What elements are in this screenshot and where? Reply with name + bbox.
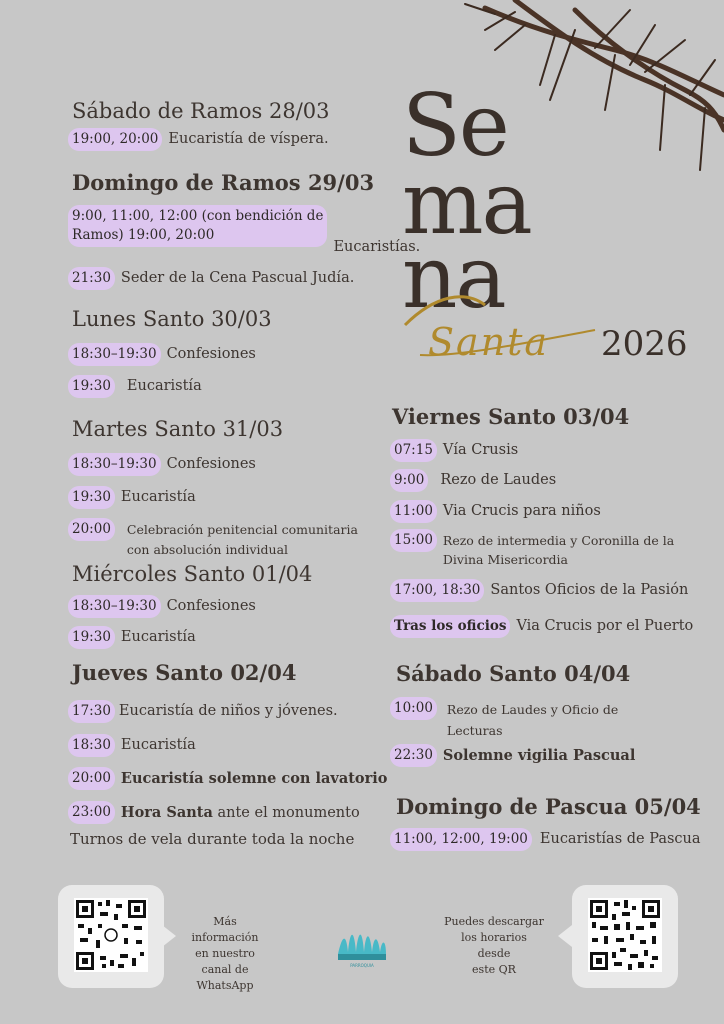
- svg-text:PARROQUIA: PARROQUIA: [350, 963, 374, 968]
- time-pill: 9:00: [390, 469, 428, 492]
- whatsapp-info-text: Más información en nuestro canal de WhatsApp: [191, 915, 259, 992]
- time-pill: 11:00, 12:00, 19:00: [390, 828, 532, 851]
- heading-viernes: Viernes Santo 03/04: [392, 404, 630, 429]
- time-pill: 15:00: [390, 529, 437, 552]
- heading-jueves: Jueves Santo 02/04: [72, 660, 297, 685]
- time-pill: 18:30–19:30: [68, 343, 161, 366]
- download-info-text: Puedes descargar los horarios desde este QR: [444, 915, 544, 976]
- list-item: 07:15 Vía Crusis: [390, 439, 518, 462]
- bubble-tail: [162, 925, 176, 947]
- time-pill: 21:30: [68, 267, 115, 290]
- list-item: 11:00 Via Crucis para niños: [390, 500, 601, 523]
- list-item: 18:30–19:30 Confesiones: [68, 453, 256, 476]
- time-pill: 10:00: [390, 697, 437, 720]
- time-pill: 11:00: [390, 500, 437, 523]
- list-item: 17:00, 18:30 Santos Oficios de la Pasión: [390, 579, 688, 602]
- heading-lunes: Lunes Santo 30/03: [72, 307, 272, 331]
- time-pill: 07:15: [390, 439, 437, 462]
- time-pill: 23:00: [68, 801, 115, 824]
- list-item: 20:00 Celebración penitencial comunitaria con absolución individual: [68, 518, 358, 560]
- heading-domingo-ramos: Domingo de Ramos 29/03: [72, 170, 375, 195]
- list-item: 23:00 Hora Santa ante el monumento: [68, 801, 360, 824]
- list-item: 10:00 Rezo de Laudes y Oficio de Lecturas: [390, 697, 618, 741]
- list-item: 15:00 Rezo de intermedia y Coronilla de la Divina Misericordia: [390, 529, 674, 569]
- parish-logo: [334, 926, 390, 968]
- list-item: 9:00 Rezo de Laudes: [390, 469, 556, 492]
- time-pill: 18:30–19:30: [68, 453, 161, 476]
- list-item: 19:30 Eucaristía: [68, 375, 202, 398]
- time-pill: 19:30: [68, 375, 115, 398]
- title-se: Se: [402, 76, 508, 176]
- list-item: 18:30–19:30 Confesiones: [68, 343, 256, 366]
- list-item: 20:00 Eucaristía solemne con lavatorio: [68, 767, 387, 790]
- list-item: 19:30 Eucaristía: [68, 626, 196, 649]
- time-pill: 20:00: [68, 518, 115, 541]
- download-qr-code[interactable]: [588, 898, 662, 972]
- time-pill: 20:00: [68, 767, 115, 790]
- time-pill: 19:00, 20:00: [68, 128, 162, 151]
- note-turnos: Turnos de vela durante toda la noche: [70, 830, 355, 848]
- list-item: 17:30 Eucaristía de niños y jóvenes.: [68, 700, 338, 723]
- time-pill: 17:30: [68, 700, 115, 723]
- time-pill: 17:00, 18:30: [390, 579, 484, 602]
- list-item: 18:30–19:30 Confesiones: [68, 595, 256, 618]
- heading-sabado-santo: Sábado Santo 04/04: [396, 661, 631, 686]
- time-pill: 19:30: [68, 486, 115, 509]
- heading-sabado-ramos: Sábado de Ramos 28/03: [72, 99, 330, 123]
- heading-domingo-pascua: Domingo de Pascua 05/04: [396, 794, 701, 819]
- list-item: 18:30 Eucaristía: [68, 734, 196, 757]
- list-item: 22:30 Solemne vigilia Pascual: [390, 744, 635, 767]
- title-year: 2026: [601, 324, 688, 364]
- list-item: Tras los oficios Via Crucis por el Puerto: [390, 615, 693, 638]
- list-item: 19:00, 20:00 Eucaristía de víspera.: [68, 128, 329, 151]
- time-pill: 18:30: [68, 734, 115, 757]
- heading-martes: Martes Santo 31/03: [72, 417, 284, 441]
- list-item: 9:00, 11:00, 12:00 (con bendición de Ramos) 19:00, 20:00 Eucaristías.: [68, 205, 420, 247]
- whatsapp-qr-code[interactable]: [74, 898, 148, 972]
- list-item: 21:30 Seder de la Cena Pascual Judía.: [68, 267, 354, 290]
- list-item: 11:00, 12:00, 19:00 Eucaristías de Pascua: [390, 828, 701, 851]
- title-santa: Santa: [428, 320, 550, 364]
- time-pill: Tras los oficios: [390, 615, 510, 638]
- title-ma: ma: [402, 154, 531, 254]
- time-pill: 9:00, 11:00, 12:00 (con bendición de Ramos) 19:00, 20:00: [68, 205, 327, 247]
- heading-miercoles: Miércoles Santo 01/04: [72, 562, 313, 586]
- time-pill: 19:30: [68, 626, 115, 649]
- bubble-tail: [558, 925, 572, 947]
- list-item: 19:30 Eucaristía: [68, 486, 196, 509]
- time-pill: 22:30: [390, 744, 437, 767]
- title-na: na: [402, 228, 505, 328]
- time-pill: 18:30–19:30: [68, 595, 161, 618]
